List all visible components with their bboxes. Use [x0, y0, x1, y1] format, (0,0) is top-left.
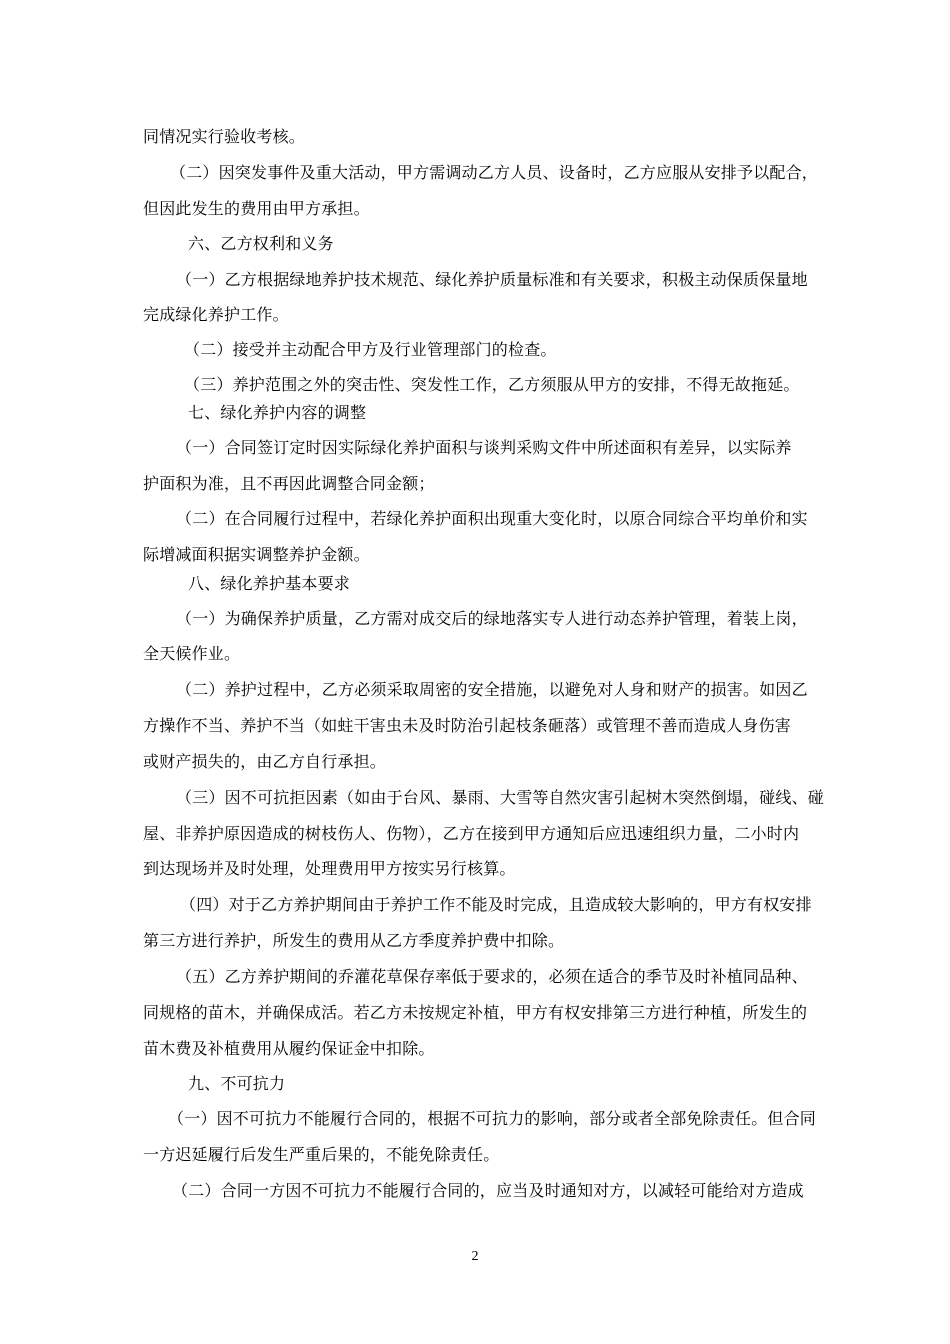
section-heading: 七、绿化养护内容的调整	[188, 403, 367, 422]
section-heading: 六、乙方权利和义务	[188, 234, 334, 253]
text-line: 同规格的苗木，并确保成活。若乙方未按规定补植，甲方有权安排第三方进行种植，所发生的	[143, 1003, 808, 1022]
text-line: （二）合同一方因不可抗力不能履行合同的，应当及时通知对方，以减轻可能给对方造成	[172, 1181, 804, 1200]
text-line: 苗木费及补植费用从履约保证金中扣除。	[143, 1039, 435, 1058]
text-line: （一）乙方根据绿地养护技术规范、绿化养护质量标准和有关要求，积极主动保质保量地	[176, 270, 808, 289]
page-number: 2	[471, 1249, 479, 1264]
text-line: （一）因不可抗力不能履行合同的，根据不可抗力的影响，部分或者全部免除责任。但合同	[168, 1109, 817, 1128]
text-line: 到达现场并及时处理，处理费用甲方按实另行核算。	[143, 859, 516, 878]
text-line: （五）乙方养护期间的乔灌花草保存率低于要求的，必须在适合的季节及时补植同品种、	[176, 967, 808, 986]
text-line: 方操作不当、养护不当（如蛀干害虫未及时防治引起枝条砸落）或管理不善而造成人身伤害	[143, 716, 792, 735]
text-line: 屋、非养护原因造成的树枝伤人、伤物），乙方在接到甲方通知后应迅速组织力量，二小时内	[143, 824, 800, 843]
text-line: 第三方进行养护，所发生的费用从乙方季度养护费中扣除。	[143, 931, 565, 950]
text-line: （四）对于乙方养护期间由于养护工作不能及时完成，且造成较大影响的，甲方有权安排	[180, 895, 812, 914]
text-line: 护面积为准，且不再因此调整合同金额；	[143, 474, 435, 493]
section-heading: 九、不可抗力	[188, 1074, 286, 1093]
text-line: （二）在合同履行过程中，若绿化养护面积出现重大变化时，以原合同综合平均单价和实	[176, 509, 808, 528]
text-line: 同情况实行验收考核。	[143, 127, 306, 146]
text-line: （二）养护过程中，乙方必须采取周密的安全措施，以避免对人身和财产的损害。如因乙	[176, 680, 808, 699]
text-line: 全天候作业。	[143, 644, 241, 663]
text-line: （一）合同签订定时因实际绿化养护面积与谈判采购文件中所述面积有差异，以实际养	[176, 438, 792, 457]
text-line: 际增减面积据实调整养护金额。	[143, 545, 370, 564]
text-line: （二）接受并主动配合甲方及行业管理部门的检查。	[184, 340, 557, 359]
text-line: 完成绿化养护工作。	[143, 305, 289, 324]
text-line: （三）因不可抗拒因素（如由于台风、暴雨、大雪等自然灾害引起树木突然倒塌，碰线、碰	[176, 788, 825, 807]
text-line: 一方迟延履行后发生严重后果的，不能免除责任。	[143, 1145, 500, 1164]
text-line: （二）因突发事件及重大活动，甲方需调动乙方人员、设备时，乙方应服从安排予以配合，	[170, 163, 819, 182]
text-line: 或财产损失的，由乙方自行承担。	[143, 752, 387, 771]
text-line: （三）养护范围之外的突击性、突发性工作，乙方须服从甲方的安排，不得无故拖延。	[184, 375, 800, 394]
section-heading: 八、绿化养护基本要求	[188, 574, 351, 593]
text-line: （一）为确保养护质量，乙方需对成交后的绿地落实专人进行动态养护管理，着装上岗，	[176, 609, 808, 628]
text-line: 但因此发生的费用由甲方承担。	[143, 199, 370, 218]
